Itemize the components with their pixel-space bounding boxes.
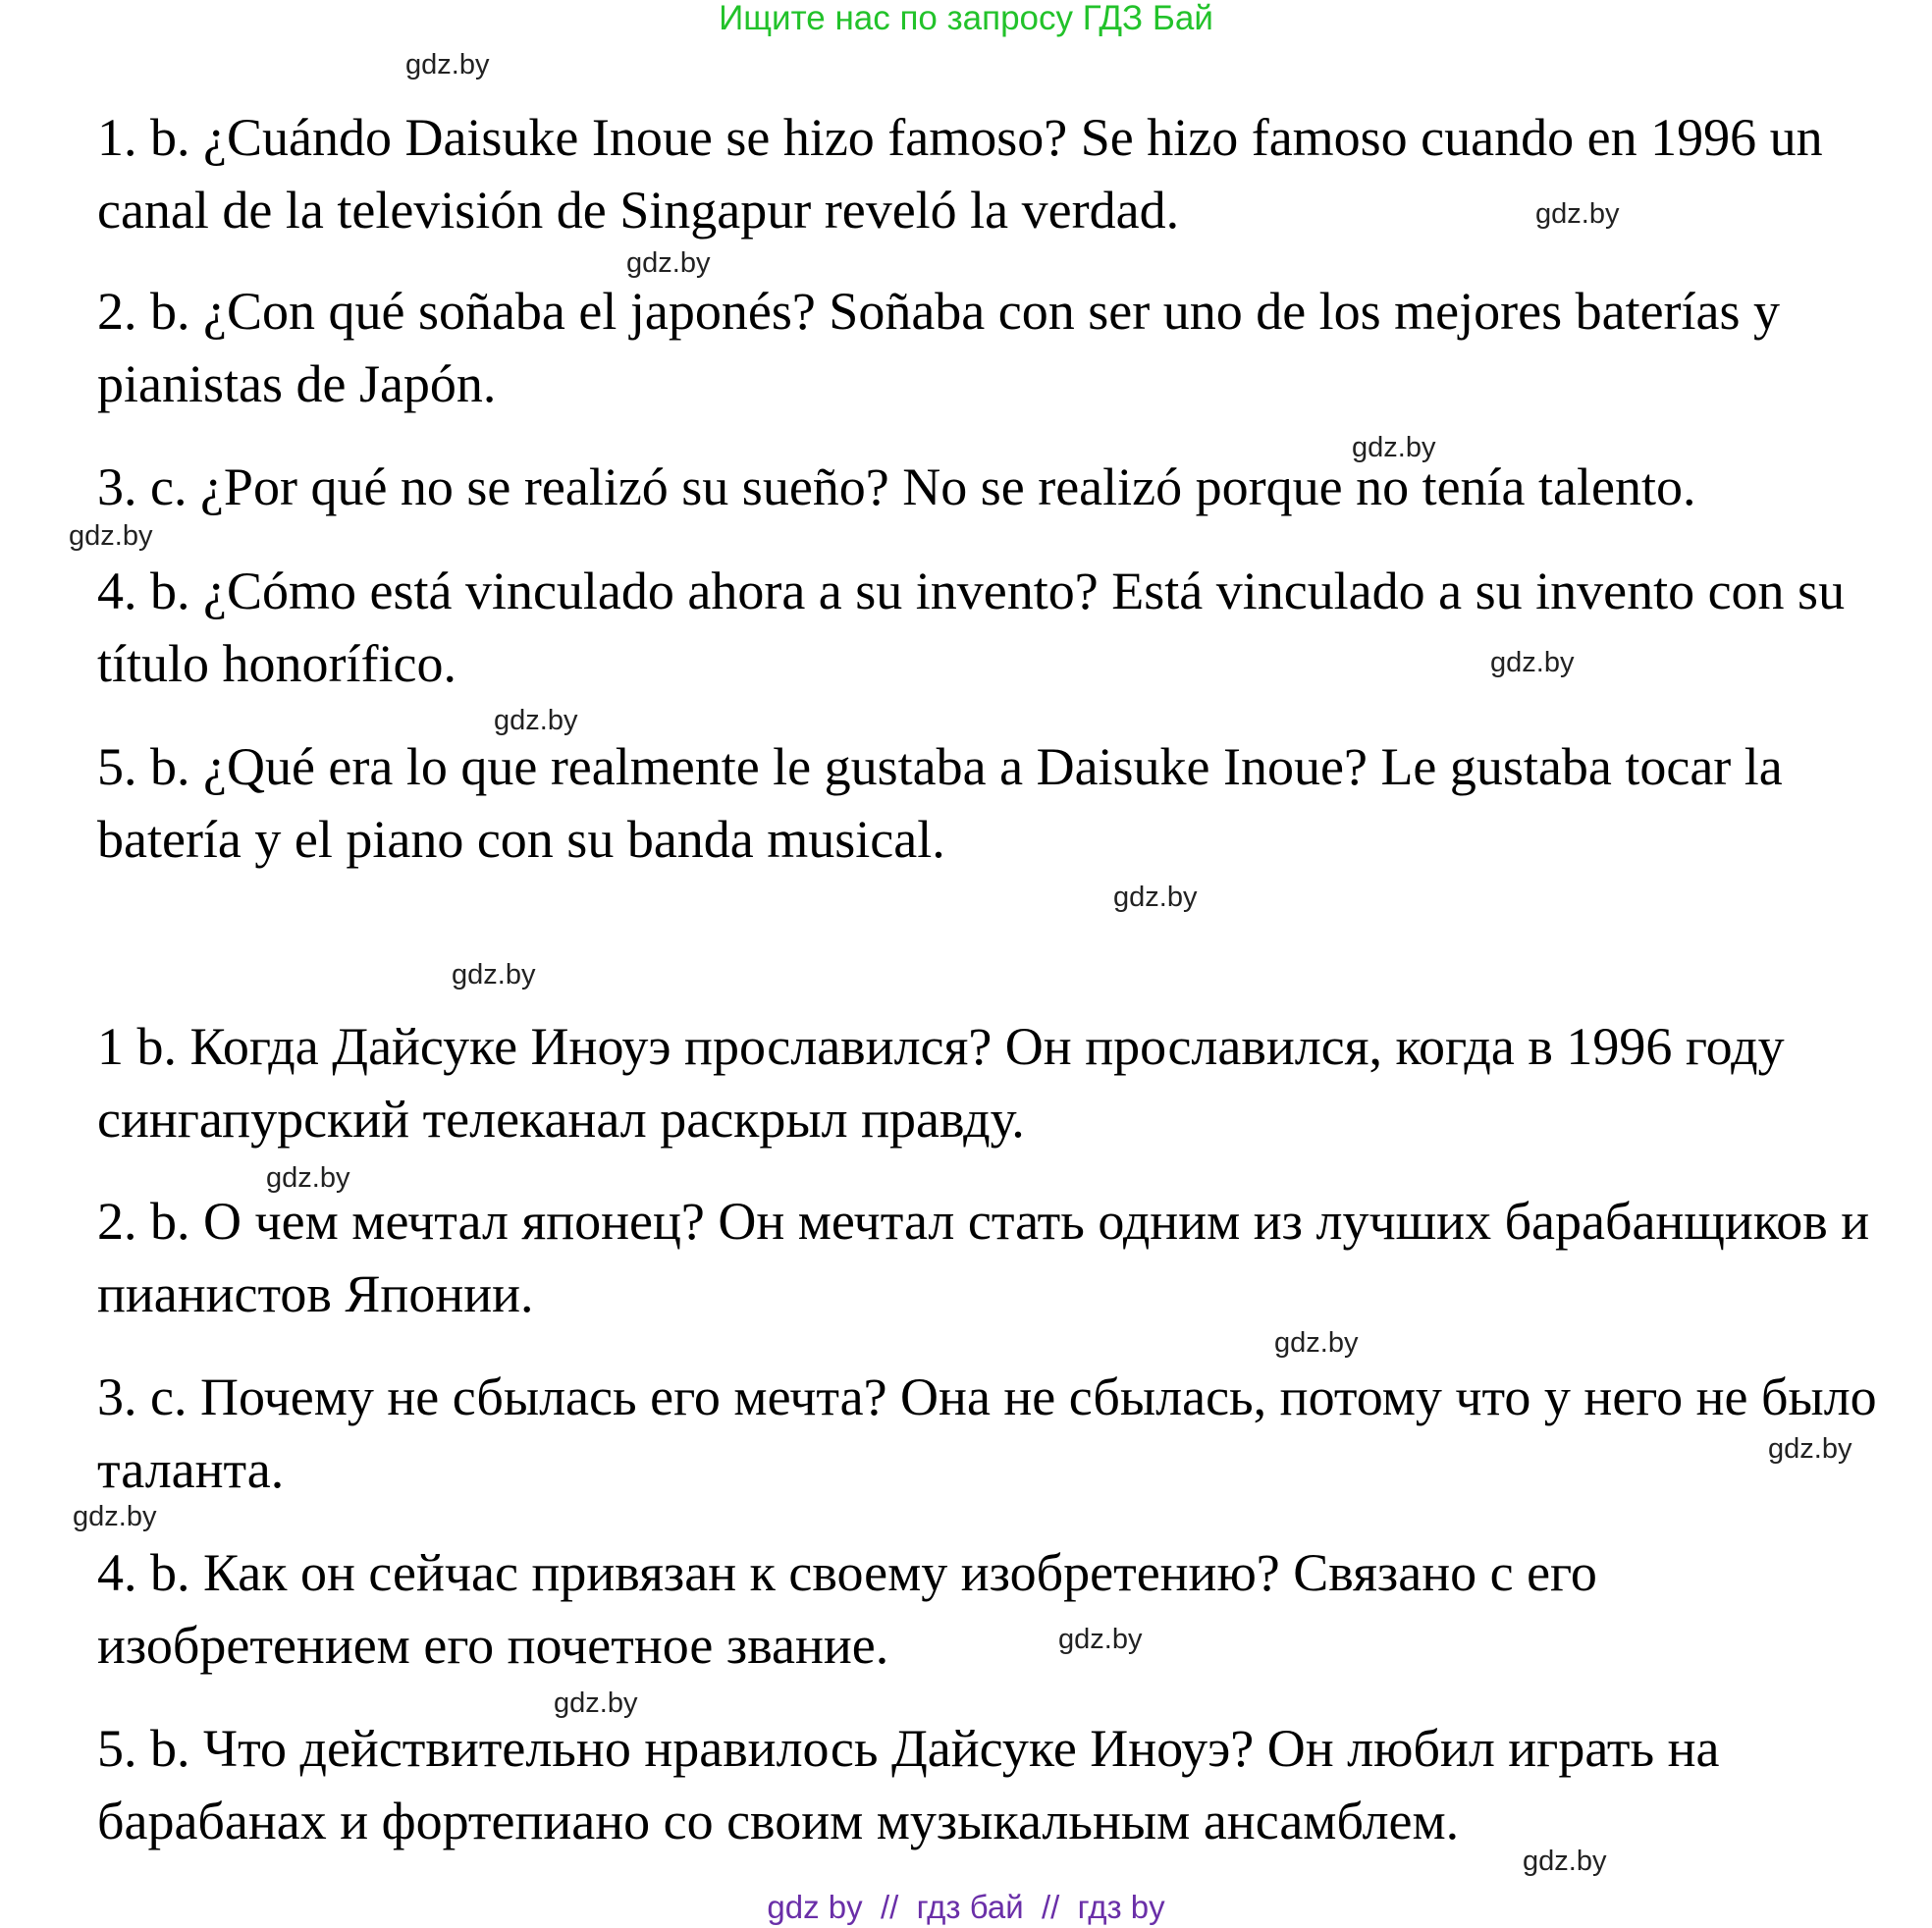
watermark: gdz.by (1113, 882, 1198, 913)
spanish-answer-4: 4. b. ¿Cómo está vinculado ahora a su invento? Está vinculado a su invento con su título honorífico. (97, 562, 1846, 693)
russian-answer-5: 5. b. Что действительно нравилось Дайсуке Иноуэ? Он любил играть на барабанах и фортепиано со своим музыкальным ансамблем. (97, 1719, 1720, 1850)
search-hint-banner: Ищите нас по запросу ГДЗ Бай (719, 0, 1213, 37)
russian-answer-1: 1 b. Когда Дайсуке Иноуэ прославился? Он прославился, когда в 1996 году сингапурский телеканал раскрыл правду. (97, 1017, 1785, 1149)
watermark: gdz.by (1490, 647, 1575, 678)
russian-answer-4: 4. b. Как он сейчас привязан к своему изобретению? Связано с его изобретением его почетное звание. (97, 1543, 1597, 1675)
watermark: gdz.by (554, 1687, 638, 1719)
watermark: gdz.by (494, 705, 578, 736)
footer-links: gdz by // гдз бай // гдз by (767, 1889, 1165, 1925)
watermark: gdz.by (626, 247, 711, 279)
spanish-answer-3: 3. c. ¿Por qué no se realizó su sueño? No se realizó porque no tenía talento. (97, 457, 1696, 516)
watermark: gdz.by (73, 1501, 157, 1532)
spanish-answer-2: 2. b. ¿Con qué soñaba el japonés? Soñaba con ser uno de los mejores baterías y pianistas de Japón. (97, 282, 1781, 413)
watermark: gdz.by (1352, 432, 1436, 463)
watermark: gdz.by (1523, 1846, 1607, 1877)
watermark: gdz.by (452, 959, 536, 991)
watermark: gdz.by (69, 520, 153, 552)
watermark: gdz.by (266, 1162, 350, 1194)
spanish-answer-5: 5. b. ¿Qué era lo que realmente le gustaba a Daisuke Inoue? Le gustaba tocar la batería y el piano con su banda musical. (97, 737, 1783, 869)
spanish-answer-1: 1. b. ¿Cuándo Daisuke Inoue se hizo famoso? Se hizo famoso cuando en 1996 un canal de la televisión de Singapur reveló la verdad. (97, 108, 1823, 240)
russian-answer-2: 2. b. О чем мечтал японец? Он мечтал стать одним из лучших барабанщиков и пианистов Японии. (97, 1192, 1870, 1323)
russian-answer-3: 3. c. Почему не сбылась его мечта? Она не сбылась, потому что у него не было таланта. (97, 1367, 1877, 1499)
watermark: gdz.by (1768, 1433, 1852, 1465)
watermark: gdz.by (1058, 1624, 1143, 1655)
watermark: gdz.by (405, 49, 490, 80)
watermark: gdz.by (1535, 198, 1620, 230)
watermark: gdz.by (1274, 1327, 1359, 1359)
